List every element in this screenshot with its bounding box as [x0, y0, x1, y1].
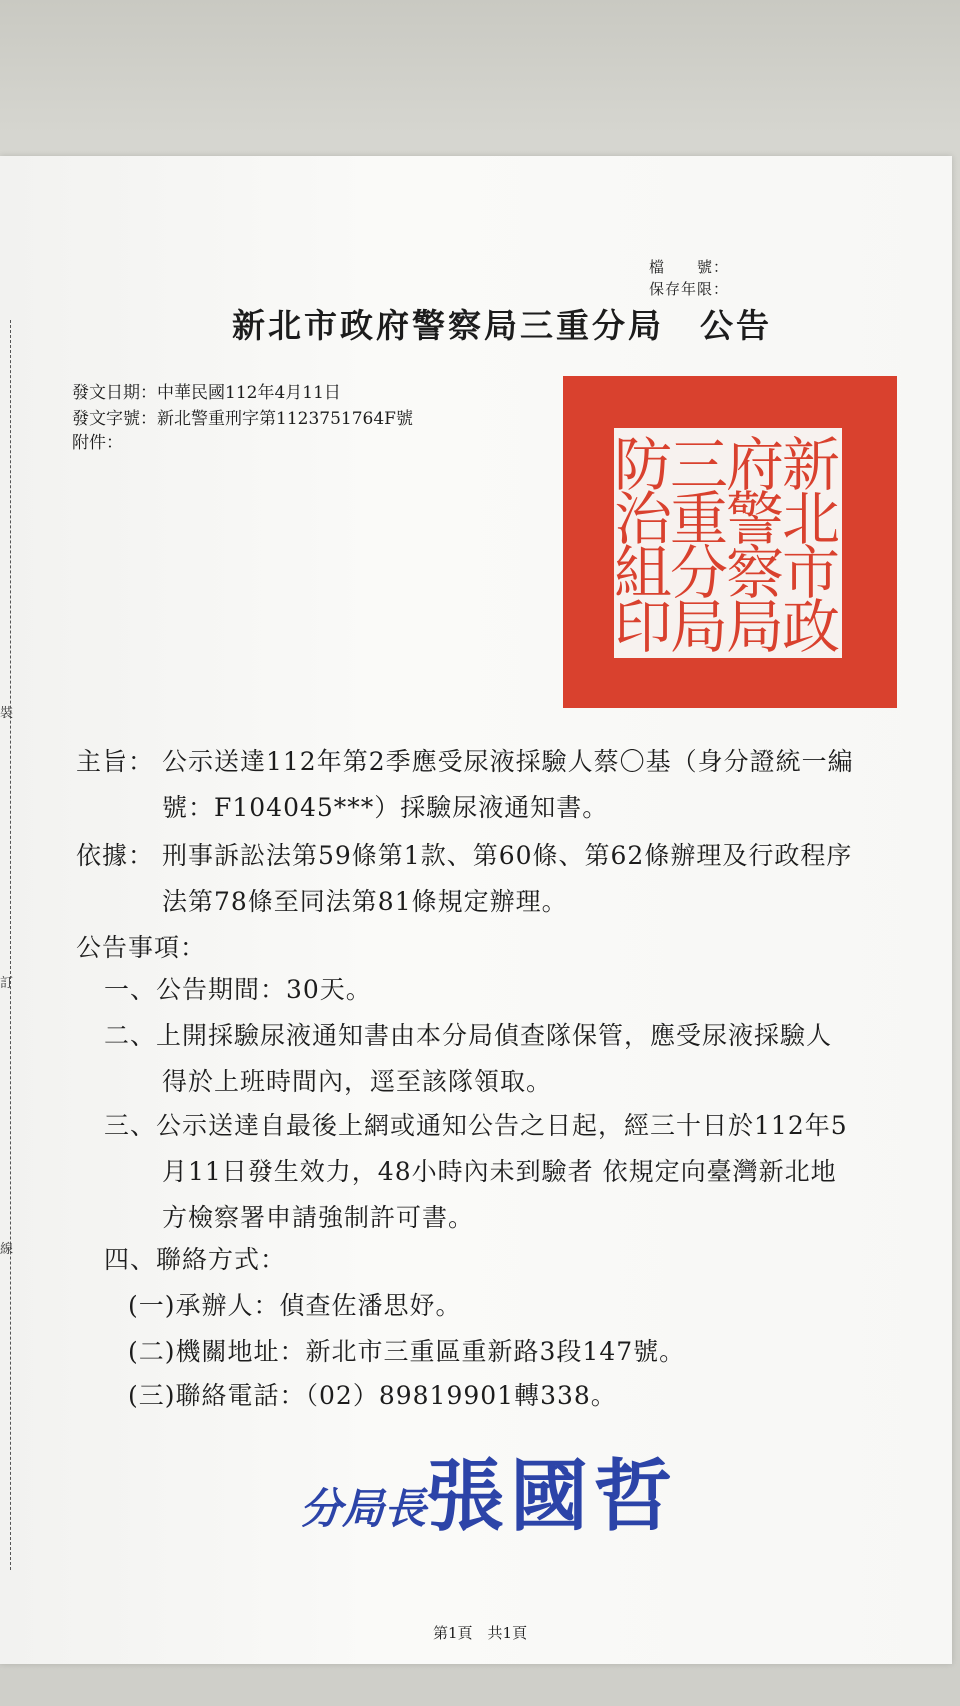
binding-line [10, 320, 11, 1570]
file-number-label: 檔 號： [649, 258, 730, 276]
notice-item-3-cont: 方檢察署申請強制許可書。 [162, 1203, 475, 1232]
seal-column: 府警察局 [716, 434, 784, 650]
subject-line: 號：F104045***）採驗尿液通知書。 [162, 793, 609, 822]
notice-heading: 公告事項： [76, 933, 207, 962]
notice-item-4: 四、聯絡方式： [104, 1245, 287, 1274]
contact-handler: (一)承辦人：偵查佐潘思妤。 [128, 1291, 462, 1320]
retention-period-label: 保存年限： [649, 280, 730, 298]
contact-address: (二)機關地址：新北市三重區重新路3段147號。 [128, 1337, 686, 1366]
contact-phone: (三)聯絡電話：（02）89819901轉338。 [128, 1381, 617, 1410]
document-number: 發文字號：新北警重刑字第1123751764F號 [72, 409, 413, 429]
notice-item-2-cont: 得於上班時間內，逕至該隊領取。 [162, 1067, 553, 1096]
page-number: 第1頁 共1頁 [433, 1624, 528, 1642]
seal-column: 新北市政 [772, 434, 840, 650]
seal-column: 防治組印 [604, 434, 672, 650]
seal-column: 三重分局 [660, 434, 728, 650]
binding-mark-zhuang: 裝 [0, 706, 14, 721]
notice-item-3-cont: 月11日發生效力，48小時內未到驗者 依規定向臺灣新北地 [162, 1157, 837, 1186]
basis-line: 法第78條至同法第81條規定辦理。 [162, 887, 568, 916]
subject-line: 公示送達112年第2季應受尿液採驗人蔡〇基（身分證統一編 [162, 747, 854, 776]
issue-date: 發文日期：中華民國112年4月11日 [72, 383, 341, 403]
notice-item-2: 二、上開採驗尿液通知書由本分局偵查隊保管，應受尿液採驗人 [104, 1021, 833, 1050]
binding-mark-ding: 訂 [0, 976, 14, 991]
signature-title: 分局長 [300, 1484, 427, 1533]
seal-inner [604, 428, 842, 658]
signature-name: 張國哲 [426, 1451, 679, 1542]
notice-item-3: 三、公示送達自最後上網或通知公告之日起，經三十日於112年5 [104, 1111, 848, 1140]
page-title: 新北市政府警察局三重分局 公告 [232, 306, 772, 345]
basis-label: 依據： [76, 841, 155, 870]
binding-mark-xian: 線 [0, 1242, 14, 1257]
basis-line: 刑事訴訟法第59條第1款、第60條、第62條辦理及行政程序 [162, 841, 853, 870]
notice-item-1: 一、公告期間：30天。 [104, 975, 372, 1004]
attachment-label: 附件： [72, 433, 123, 453]
official-seal [563, 376, 897, 708]
signature-stamp [300, 1434, 678, 1546]
subject-label: 主旨： [76, 747, 155, 776]
